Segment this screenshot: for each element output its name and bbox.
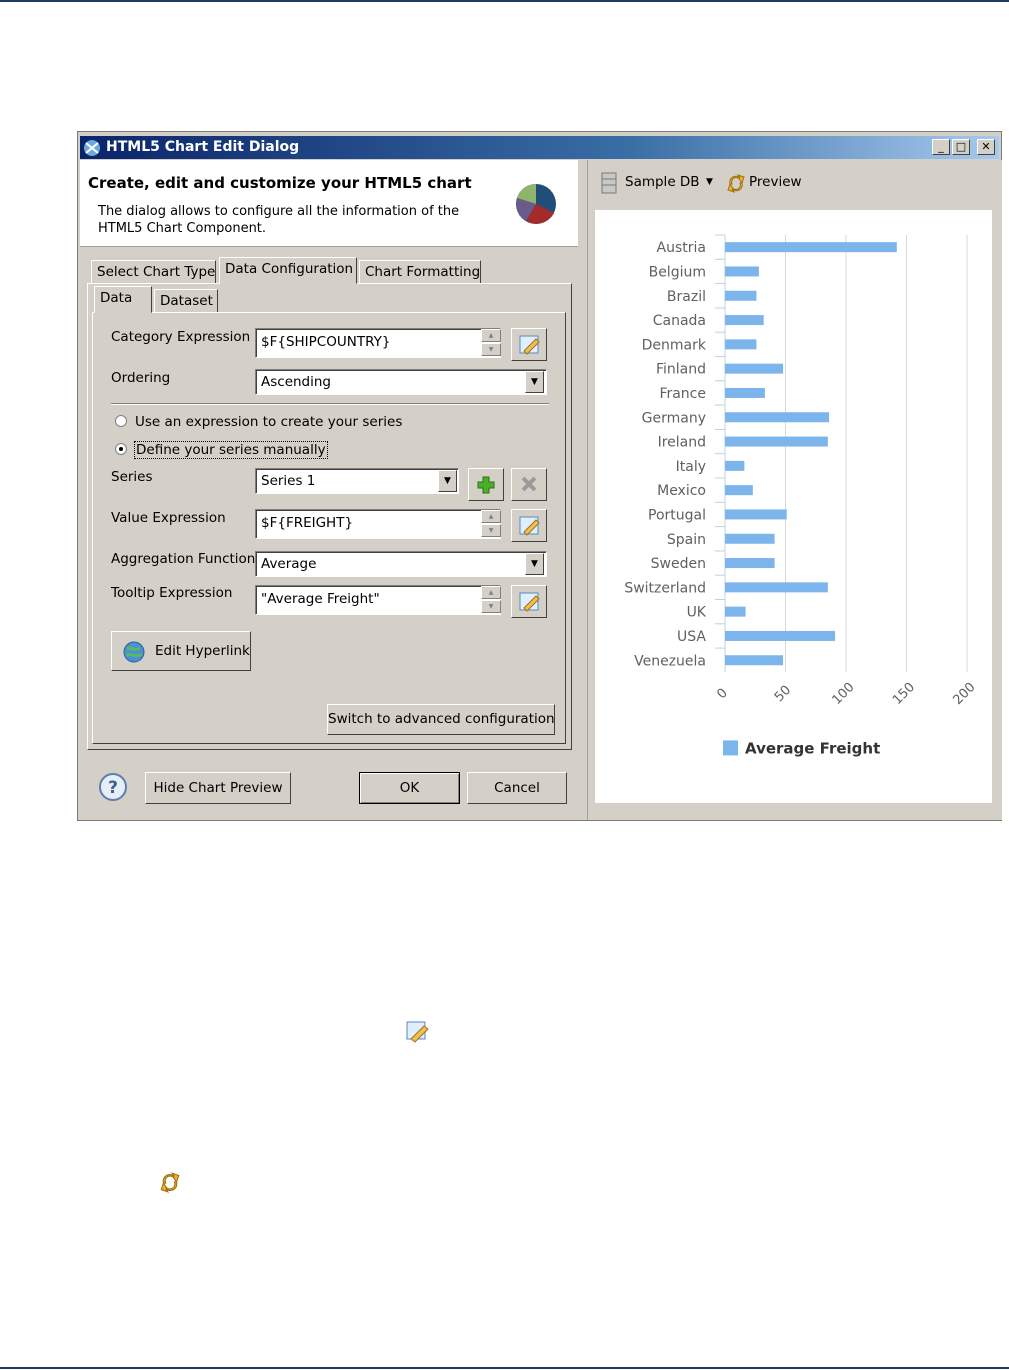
value-spinner[interactable]: ▲ ▼ [481,510,501,538]
bar [725,315,764,325]
datasource-label[interactable]: Sample DB [625,174,700,190]
subtab-data[interactable]: Data [94,286,152,313]
x-tick-label: 50 [771,682,795,706]
category-label: Portugal [648,507,706,524]
legend-swatch [723,740,738,755]
pie-chart-icon [514,182,558,226]
category-label: France [659,385,706,402]
value-expression-edit-button[interactable] [511,509,547,542]
maximize-button[interactable]: □ [952,139,970,155]
category-spinner[interactable]: ▲ ▼ [481,329,501,357]
category-label: Sweden [650,556,706,573]
bar [725,607,746,617]
x-tick-label: 0 [714,685,731,703]
cancel-button[interactable]: Cancel [467,772,567,804]
bar [725,631,835,641]
app-icon [83,139,101,157]
aggregation-function-select[interactable]: Average [255,551,547,577]
remove-series-button[interactable] [511,468,547,501]
ok-button[interactable]: OK [359,772,460,804]
value-expression-field[interactable]: $F{FREIGHT} [255,509,501,539]
aggregation-function-label: Aggregation Function [111,551,256,567]
edit-expression-icon [512,586,546,617]
radio-expression-series[interactable] [115,415,127,427]
bar [725,364,783,374]
category-label: Spain [666,531,706,548]
ordering-select[interactable]: Ascending [255,369,547,395]
page-top-rule [0,0,1009,2]
category-label: Austria [656,240,706,257]
bar [725,582,828,592]
chart-preview-pane [587,160,1002,820]
header-title: Create, edit and customize your HTML5 chart [88,174,472,192]
header-description: The dialog allows to configure all the information of the HTML5 Chart Component. [98,204,460,236]
value-expression-label: Value Expression [111,510,226,526]
radio-manual-series[interactable] [115,443,127,455]
minimize-button[interactable]: _ [932,139,950,155]
bar [725,655,783,665]
separator [111,403,549,405]
x-tick-label: 100 [829,679,858,709]
add-series-button[interactable] [468,468,504,501]
globe-link-icon [122,640,146,664]
ordering-dropdown-arrow[interactable]: ▼ [525,371,544,393]
aggregation-dropdown-arrow[interactable]: ▼ [525,553,544,575]
tooltip-expression-label: Tooltip Expression [111,585,233,601]
bar [725,437,828,447]
x-tick-label: 200 [950,679,979,709]
bar [725,339,756,349]
bar [725,534,775,544]
ordering-label: Ordering [111,370,171,386]
tooltip-expression-edit-button[interactable] [511,585,547,618]
category-label: Canada [652,313,706,330]
tab-data-configuration[interactable]: Data Configuration [219,257,357,284]
datasource-dropdown-icon[interactable]: ▼ [706,177,713,187]
category-label: Germany [641,410,706,427]
series-select[interactable]: Series 1 [255,468,459,494]
category-label: Brazil [666,288,706,305]
category-label: Switzerland [624,580,706,597]
category-expression-field[interactable]: $F{SHIPCOUNTRY} [255,328,501,358]
edit-expression-icon [405,1019,431,1043]
category-label: USA [677,628,706,645]
bar [725,388,765,398]
title-bar[interactable] [80,136,999,159]
category-label: Belgium [648,264,706,281]
bar [725,242,897,252]
edit-expression-icon [512,329,546,360]
switch-advanced-configuration-button[interactable]: Switch to advanced configuration [327,704,555,735]
dialog-header [80,160,578,247]
radio-expression-label: Use an expression to create your series [135,414,403,430]
bar [725,558,775,568]
radio-manual-label: Define your series manually [136,442,326,458]
subtab-dataset[interactable]: Dataset [154,289,218,313]
tab-select-chart-type[interactable]: Select Chart Type [91,260,216,284]
bar-chart [595,210,992,803]
bar [725,266,759,276]
bar [725,461,744,471]
category-label: Italy [675,458,706,475]
tooltip-expression-field[interactable]: "Average Freight" [255,585,501,615]
refresh-preview-icon [726,172,746,194]
hide-chart-preview-button[interactable]: Hide Chart Preview [145,772,291,804]
refresh-preview-icon [158,1170,182,1194]
series-dropdown-arrow[interactable]: ▼ [438,470,457,492]
edit-hyperlink-label: Edit Hyperlink [155,643,250,659]
dialog-title: HTML5 Chart Edit Dialog [106,139,300,155]
category-label: Denmark [641,337,706,354]
tooltip-spinner[interactable]: ▲ ▼ [481,586,501,614]
category-expression-label: Category Expression [111,329,251,345]
bar [725,509,787,519]
database-icon [600,172,618,194]
category-label: UK [686,604,706,621]
tab-chart-formatting[interactable]: Chart Formatting [359,260,481,284]
preview-button[interactable]: Preview [749,174,802,190]
category-expression-edit-button[interactable] [511,328,547,361]
page-bottom-rule [0,1367,1009,1369]
x-tick-label: 150 [889,679,919,709]
bar [725,291,756,301]
plus-icon [469,469,503,500]
svg-text:?: ? [108,778,118,798]
category-label: Venezuela [634,653,706,670]
category-label: Finland [655,361,706,378]
bar [725,412,829,422]
close-button[interactable]: ✕ [977,139,995,155]
delete-icon [512,469,546,500]
legend-label: Average Freight [745,739,881,758]
category-label: Mexico [657,483,706,500]
series-label: Series [111,469,153,485]
category-label: Ireland [657,434,706,451]
edit-hyperlink-button[interactable] [111,631,251,671]
bar [725,485,753,495]
chart-edit-dialog [77,131,1002,821]
chart-preview [595,210,992,803]
help-icon[interactable] [98,772,128,802]
edit-expression-icon [512,510,546,541]
